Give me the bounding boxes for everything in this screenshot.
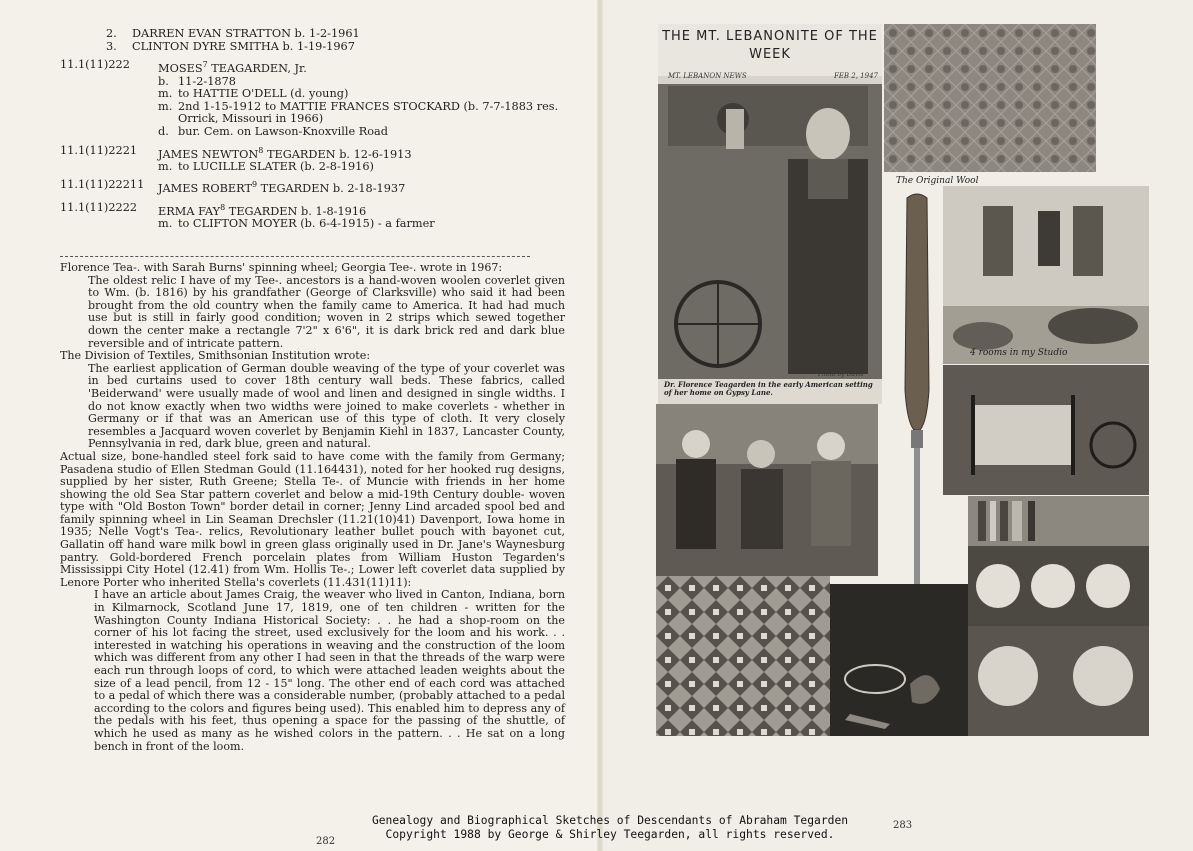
- entry-name: ERMA FAY$^8$ TEGARDEN b. 1-8-1916: [158, 202, 367, 218]
- child-entry: 3. CLINTON DYRE SMITHA b. 1-19-1967: [106, 39, 355, 53]
- page-number-left: 282: [316, 836, 336, 847]
- newspaper-source-line: MT. LEBANON NEWS FEB 2, 1947: [668, 72, 878, 80]
- spool-bed-photo: [943, 365, 1149, 495]
- entry-name: MOSES$^7$ TEAGARDEN, Jr.: [158, 60, 307, 75]
- bookshelf-plates-photo: [968, 496, 1149, 736]
- child-entry: 2. DARREN EVAN STRATTON b. 1-2-1961: [106, 27, 360, 40]
- page-number-right: 283: [893, 820, 913, 831]
- women-coverlet-photo: [656, 404, 878, 576]
- milk-bowl-pouch-photo: [830, 584, 968, 736]
- wool-swatch-photo: [884, 24, 1096, 172]
- note-paragraph: Florence Tea-. with Sarah Burns' spinning wheel; Georgia Tee-. wrote in 1967:: [60, 261, 503, 274]
- entry-id: 11.1(11)2221: [60, 143, 138, 157]
- handwritten-label-rooms: 4 rooms in my Studio: [970, 348, 1068, 358]
- note-paragraph: Actual size, bone-handled steel fork said to have come with the family from Germany; Pasadena studio of Ellen Stedman Gould (11.164431), noted for her hooked rug designs, supplied by her sister, Ruth Greene; Stella Te-. of Muncie with friends in her home showing the old Sea Star pattern coverlet and below a mid-19th Century double- woven type with "Old Boston Town" border detail in corner; Jenny Lind arcaded spool bed and family spinning wheel in Lin Seaman Drechsler (11.21(10)41) Davenport, Iowa home in 1935; Nelle Vogt's Tea-. relics, Revolutionary leather bullet pouch with bayonet cut, Gallatin off hand ware milk bowl in green glass originally used in Dr. Jane's Waynesburg pantry. Gold-bordered French porcelain plates from William Huston Tegarden's Mississippi City Hotel (12.41) from Wm. Hollis Te-.; Lower left coverlet data supplied by Lenore Porter who inherited Stella's coverlets (11.431(11)11):: [60, 449, 565, 589]
- notes-section: [60, 262, 565, 753]
- note-paragraph: The oldest relic I have of my Tee-. ancestors is a hand-woven woolen coverlet given to Wm. (b. 1816) by his grandfather (George of Clarksville) who said it had been brought from the old country when the family came to America. It had had much use but is still in fairly good condition; woven in 2 strips which sewed together down the center make a rectangle 7'2" x 6'6", it is dark brick red and dark blue reversible and of intricate pattern.: [88, 273, 565, 350]
- page-footer: [0, 814, 1193, 851]
- coverlet-pattern-photo: [656, 576, 830, 736]
- note-paragraph: The earliest application of German double weaving of the type of your coverlet was in bed curtains used to cover 18th century wall beds. These fabrics, called 'Beiderwand' were usually made of wool and linen and designed in single widths. I do not know exactly when two widths were joined to make coverlets - whether in Germany or if that was an American use of this type of cloth. It very closely resembles a Jacquard woven coverlet by Benjamin Kiehl in 1837, Lancaster County, Pennsylvania in red, dark blue, green and natural.: [88, 361, 565, 451]
- entry-id: 11.1(11)22211: [60, 178, 145, 192]
- newspaper-clipping: [658, 24, 882, 404]
- entry-name: JAMES NEWTON$^8$ TEGARDEN b. 12-6-1913: [158, 145, 412, 161]
- photo-credit: Photo by Davis: [818, 371, 864, 378]
- entry-id: 11.1(11)2222: [60, 200, 138, 214]
- book-spine: [597, 0, 603, 851]
- entry-name: JAMES ROBERT$^9$ TEGARDEN b. 2-18-1937: [158, 180, 406, 196]
- genealogy-entry: 11.1(11)2221 JAMES NEWTON$^8$ TEGARDEN b. 12-6-1913 m. to LUCILLE SLATER (b. 2-8-1916): [60, 145, 560, 174]
- note-paragraph: I have an article about James Craig, the weaver who lived in Canton, Indiana, born in Kilmarnock, Scotland June 17, 1819, one of ten children - written for the Washington County Indiana Historical Society: . . he had a shop-room on the corner of his lot facing the street, used exclusively for the loom and his work. . . interested in watching his operations in weaving and the construction of the loom which was different from any other I had seen in that the threads of the warp were each run through loops of cord, to which were attached leaden weights about the size of a lead pencil, from 12 - 15" long. The other end of each cord was attached to a pedal of which there was a considerable number, (probably attached to a pedal according to the colors and figures being used). This enabled him to depress any of the pedals with his feet, thus opening a space for the passing of the shuttle, of which he used as many as he wished colors in the pattern. . . He sat on a long bench in front of the loom.: [94, 588, 565, 753]
- footer-text: Genealogy and Biographical Sketches of Descendants of Abraham Tegarden Copyright 1988 by George & Shirley Teegarden, all rights reserved.: [371, 814, 849, 841]
- entry-id: 11.1(11)222: [60, 58, 130, 72]
- handwritten-label-wool: The Original Wool: [896, 176, 979, 186]
- genealogy-entries: [60, 28, 560, 231]
- studio-room-photo: [943, 186, 1149, 364]
- newspaper-title: THE MT. LEBANONITE OF THE WEEK: [662, 29, 878, 62]
- section-divider: [60, 256, 530, 257]
- genealogy-entry: 11.1(11)2222 ERMA FAY$^8$ TEGARDEN b. 1-8-1916 m. to CLIFTON MOYER (b. 6-4-1915) - a farmer: [60, 202, 560, 231]
- photo-caption: Dr. Florence Teagarden in the early American setting of her home on Gypsy Lane.: [664, 380, 873, 397]
- note-paragraph: The Division of Textiles, Smithsonian Institution wrote:: [60, 349, 371, 363]
- genealogy-entry: [60, 179, 560, 195]
- genealogy-entry: 11.1(11)222 MOSES$^7$ TEAGARDEN, Jr. b. 11-2-1878 m. to HATTIE O'DELL (d. young) m. 2nd 1-15-1912 to MATTIE FRANCES STOCKARD (b. 7-7-1883 res. Orrick, Missouri in 1966) d. bur. Cem. on Lawson-Knoxville Road: [60, 58, 559, 138]
